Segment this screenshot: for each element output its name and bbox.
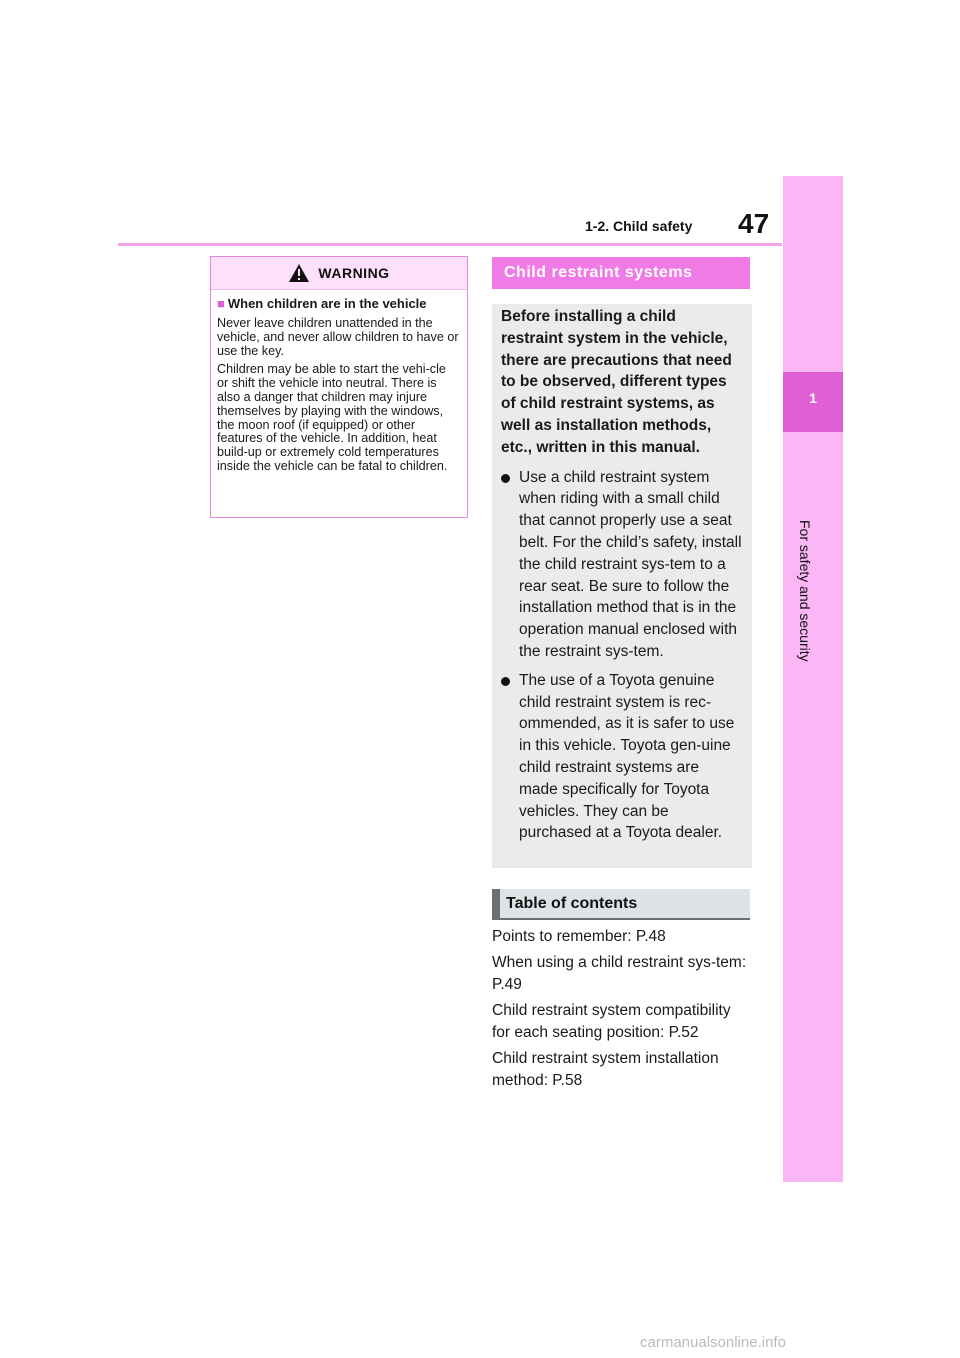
header-rule xyxy=(118,243,782,246)
chapter-number: 1 xyxy=(809,390,817,406)
crs-bullet-text: Use a child restraint system when riding with a small child that cannot properly use a seat belt. For the child’s safety, install the child restraint sys-tem to a rear seat. Be sure to follow the installation method that is in the operation manual enclosed with the restraint sys-tem. xyxy=(519,468,742,660)
warning-subheading-text: When children are in the vehicle xyxy=(227,296,427,311)
warning-paragraph: Never leave children unattended in the vehicle, and never allow children to have or use the key. xyxy=(217,316,459,358)
warning-paragraph: Children may be able to start the vehi-cle or shift the vehicle into neutral. There is also a danger that children may injure themselves by playing with the windows, the moon roof (if equipped) or other features of the vehicle. In addition, heat build-up or extremely cold temperatures inside the vehicle can be fatal to children. xyxy=(217,362,448,473)
toc-link-points-to-remember[interactable]: Points to remember: P.48 xyxy=(492,928,666,945)
warning-header xyxy=(211,257,467,290)
warning-triangle-icon xyxy=(288,263,310,283)
crs-bullet xyxy=(501,670,742,844)
toc-header xyxy=(492,889,750,920)
crs-bullet xyxy=(501,467,742,663)
warning-box xyxy=(210,256,468,518)
chapter-title: For safety and security xyxy=(797,520,813,662)
toc-link-crs-compatibility[interactable]: Child restraint system compatibility for each seating position: P.52 xyxy=(492,1002,731,1041)
crs-info-box xyxy=(492,304,752,868)
crs-section-title: Child restraint systems xyxy=(504,264,693,281)
crs-bullet-text: The use of a Toyota genuine child restraint system is rec-ommended, as it is safer to use in this vehicle. Toyota gen-uine child restraint systems are made specifically for Toyota vehicles. They can be purchased at a Toyota dealer. xyxy=(519,671,735,842)
page-number: 47 xyxy=(738,208,770,239)
bullet-dot-icon xyxy=(501,474,510,483)
crs-intro: Before installing a child restraint system in the vehicle, there are precautions that need to be observed, different types of child restraint systems, as well as installation methods, etc., written in this manual. xyxy=(501,308,732,456)
watermark: carmanualsonline.info xyxy=(640,1334,786,1351)
toc-link-crs-installation[interactable]: Child restraint system installation method: P.58 xyxy=(492,1050,719,1089)
warning-subheading xyxy=(217,296,459,311)
square-bullet-icon: ■ xyxy=(217,296,225,311)
warning-body xyxy=(211,290,467,474)
warning-title: WARNING xyxy=(318,265,390,281)
crs-section-header xyxy=(492,257,750,289)
bullet-dot-icon xyxy=(501,677,510,686)
toc-title: Table of contents xyxy=(506,894,638,912)
toc-list xyxy=(492,926,752,1096)
section-heading: 1-2. Child safety xyxy=(585,218,693,234)
toc-link-using-crs[interactable]: When using a child restraint sys-tem: P.49 xyxy=(492,954,747,993)
side-tab xyxy=(783,176,843,1182)
